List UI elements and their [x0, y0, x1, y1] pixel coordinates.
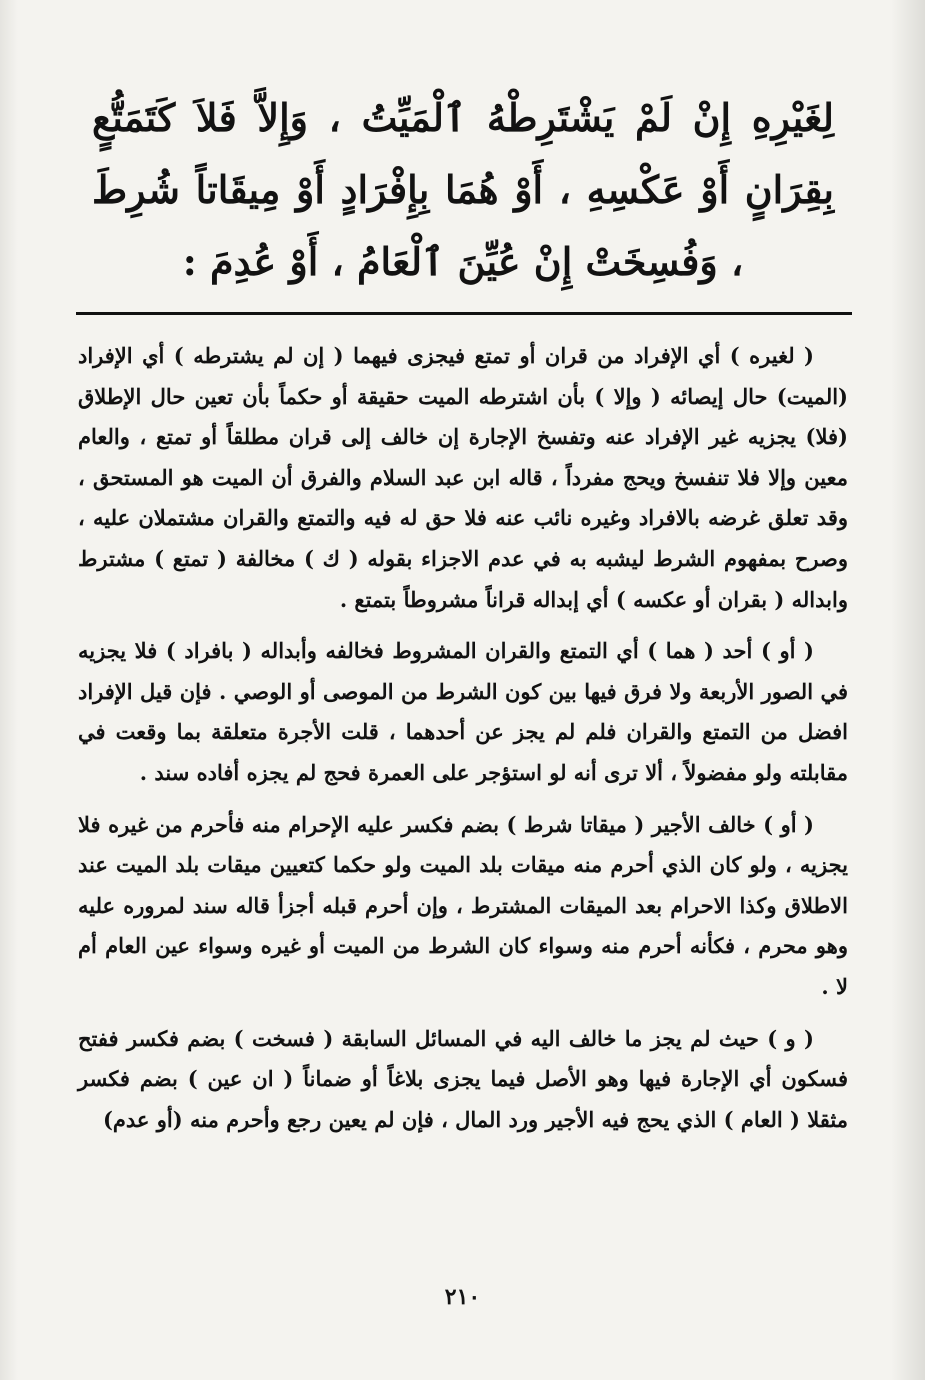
page-edge-shadow-left — [0, 0, 18, 1380]
commentary-paragraph-4: ( و ) حيث لم يجز ما خالف اليه في المسائل السابقة ( فسخت ) بضم فكسر ففتح فسكون أي الإجارة فيها وهو الأصل فيما يجزى بلاغاً أو ضماناً ( ان عين ) بضم فكسر مثقلا ( العام ) الذي يحج فيه الأجير ورد المال ، فإن لم يعين رجع وأحرم منه (أو عدم) — [78, 1025, 848, 1132]
page-number: ٢١٠ — [444, 1284, 481, 1310]
page-binding-shadow — [891, 0, 925, 1380]
commentary-paragraph-2: ( أو ) أحد ( هما ) أي التمتع والقران المشروط فخالفه وأبداله ( بافراد ) فلا يجزيه في الصور الأربعة ولا فرق فيها بين كون الشرط من الموصى أو الوصي . فإن قيل الإفراد افضل من التمتع والقران فلم لم يجز عن أحدهما ، قلت الأجرة متعلقة بما وقعت في مقابلته ولو مفضولاً ، ألا ترى أنه لو استؤجر على العمرة فحج لم يجزه أفاده سند . — [78, 638, 848, 785]
commentary-paragraph-1: ( لغيره ) أي الإفراد من قران أو تمتع فيجزى فيهما ( إن لم يشترطه ) أي الإفراد (الميت) حال إيصائه ( وإلا ) بأن اشترطه الميت حقيقة أو حكماً بأن تعين حال الإطلاق (فلا) يجزيه غير الإفراد عنه وتفسخ الإجارة إن خالف إلى قران مطلقاً أو تمتع ، والعام معين وإلا فلا تنفسخ ويحج مفرداً ، قاله ابن عبد السلام والفرق أن الميت هو المستحق ، وقد تعلق غرضه بالافراد وغيره نائب عنه فلا حق له فيه والتمتع والقران مشتملان عليه ، وصرح بمفهوم الشرط ليشبه به في عدم الاجزاء بقوله ( ك ) مخالفة ( تمتع ) مشترط وابداله ( بقران أو عكسه ) أي إبداله قراناً مشروطاً بتمتع . — [78, 343, 848, 612]
separator-rule — [76, 312, 852, 315]
commentary-sharh — [78, 336, 848, 1151]
commentary-paragraph-3: ( أو ) خالف الأجير ( ميقاتا شرط ) بضم فكسر عليه الإحرام منه فأحرم من غيره فلا يجزيه ، ولو كان الذي أحرم منه ميقات بلد الميت ولو حكما كتعيين ميقات بلد الميت عند الاطلاق وكذا الاحرام بعد الميقات المشترط ، وإن أحرم قبله أجزأ قاله سند لمروره عليه وهو محرم ، فكأنه أحرم منه وسواء كان الشرط من الميت أو غيره وسواء عين العام أم لا . — [78, 811, 848, 999]
main-text-matn: لِغَيْرِهِ إِنْ لَمْ يَشْتَرِطْهُ ٱلْمَيِّتُ ، وَإِلاَّ فَلاَ كَتَمَتُّعٍ بِقِرَانٍ أَوْ عَكْسِهِ ، أَوْ هُمَا بِإِفْرَادٍ أَوْ مِيقَاتاً شُرِطَ ، وَفُسِخَتْ إِنْ عُيِّنَ ٱلْعَامُ ، أَوْ عُدِمَ : — [92, 95, 834, 284]
